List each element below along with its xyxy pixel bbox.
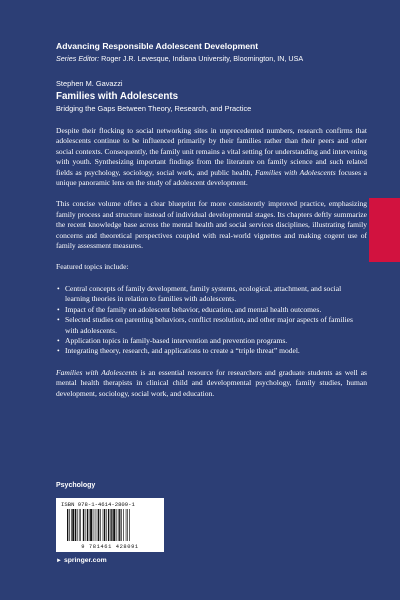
paragraph-intro [56, 126, 367, 188]
arrow-icon: ► [56, 558, 62, 564]
paragraph-intro-text-b: focuses a unique panoramic lens on the study of adolescent development. [56, 167, 368, 188]
paragraph-closing-title: Families with Adolescents [56, 367, 138, 377]
barcode-bars [67, 509, 153, 541]
list-item: • Selected studies on parenting behaviors, conflict resolution, and other major aspects of families with adolescents. [56, 315, 367, 336]
paragraph-closing [56, 368, 367, 399]
barcode [56, 498, 164, 552]
paragraph-intro-title: Families with Adolescents [255, 167, 336, 177]
series-title: Advancing Responsible Adolescent Development [56, 41, 259, 51]
accent-bar [369, 198, 400, 262]
list-item: • Impact of the family on adolescent behavior, education, and mental health outcomes. [56, 305, 367, 315]
featured-topics-list [56, 284, 367, 357]
isbn-text: ISBN 978-1-4614-2809-1 [61, 501, 135, 508]
barcode-digits: 9 781461 428091 [81, 544, 139, 550]
list-item: • Application topics in family-based intervention and prevention programs. [56, 336, 367, 346]
series-editor-line [56, 53, 376, 64]
list-item: • Central concepts of family development, family systems, ecological, attachment, and social learning theories in relation to families with adolescents. [56, 284, 367, 305]
footer-block [56, 481, 196, 564]
description [56, 126, 367, 410]
header-block [56, 40, 376, 114]
book-title: Families with Adolescents [56, 91, 179, 102]
category-label: Psychology [56, 482, 96, 489]
website-link[interactable] [56, 557, 196, 564]
paragraph-summary: This concise volume offers a clear blueprint for more consistently improved practice, emphasizing family process and structure instead of individual developmental stages. Its chapters deftly summarize the recent knowledge base across the mental health and social services disciplines, illustrating family concerns and theoretical perspectives coupled with real-world vignettes and making cogent use of family assessment measures. [56, 199, 367, 251]
series-editor-name: Roger J.R. Levesque, Indiana University, Bloomington, IN, USA [101, 54, 304, 63]
series-editor-label: Series Editor: [56, 54, 100, 63]
website-label: springer.com [63, 557, 107, 564]
featured-topics-heading: Featured topics include: [56, 262, 129, 272]
book-subtitle: Bridging the Gaps Between Theory, Research, and Practice [56, 104, 252, 113]
list-item: • Integrating theory, research, and applications to create a “triple threat” model. [56, 346, 367, 356]
paragraph-closing-text: is an essential resource for researchers and graduate students as well as mental health therapists in clinical child and developmental psychology, family studies, human development, sociology, social work, and education. [56, 367, 367, 398]
author-name: Stephen M. Gavazzi [56, 79, 123, 88]
paragraph-intro-text-a: Despite their flocking to social networking sites in unprecedented numbers, research confirms that adolescents continue to be influenced primarily by their families rather than their peers and other social contexts. Consequently, the family unit remains a vital setting for understanding and intervening with youth. Synthesizing important findings from the literature on family science and such related fields as psychology, sociology, social work, and public health, [56, 126, 367, 177]
